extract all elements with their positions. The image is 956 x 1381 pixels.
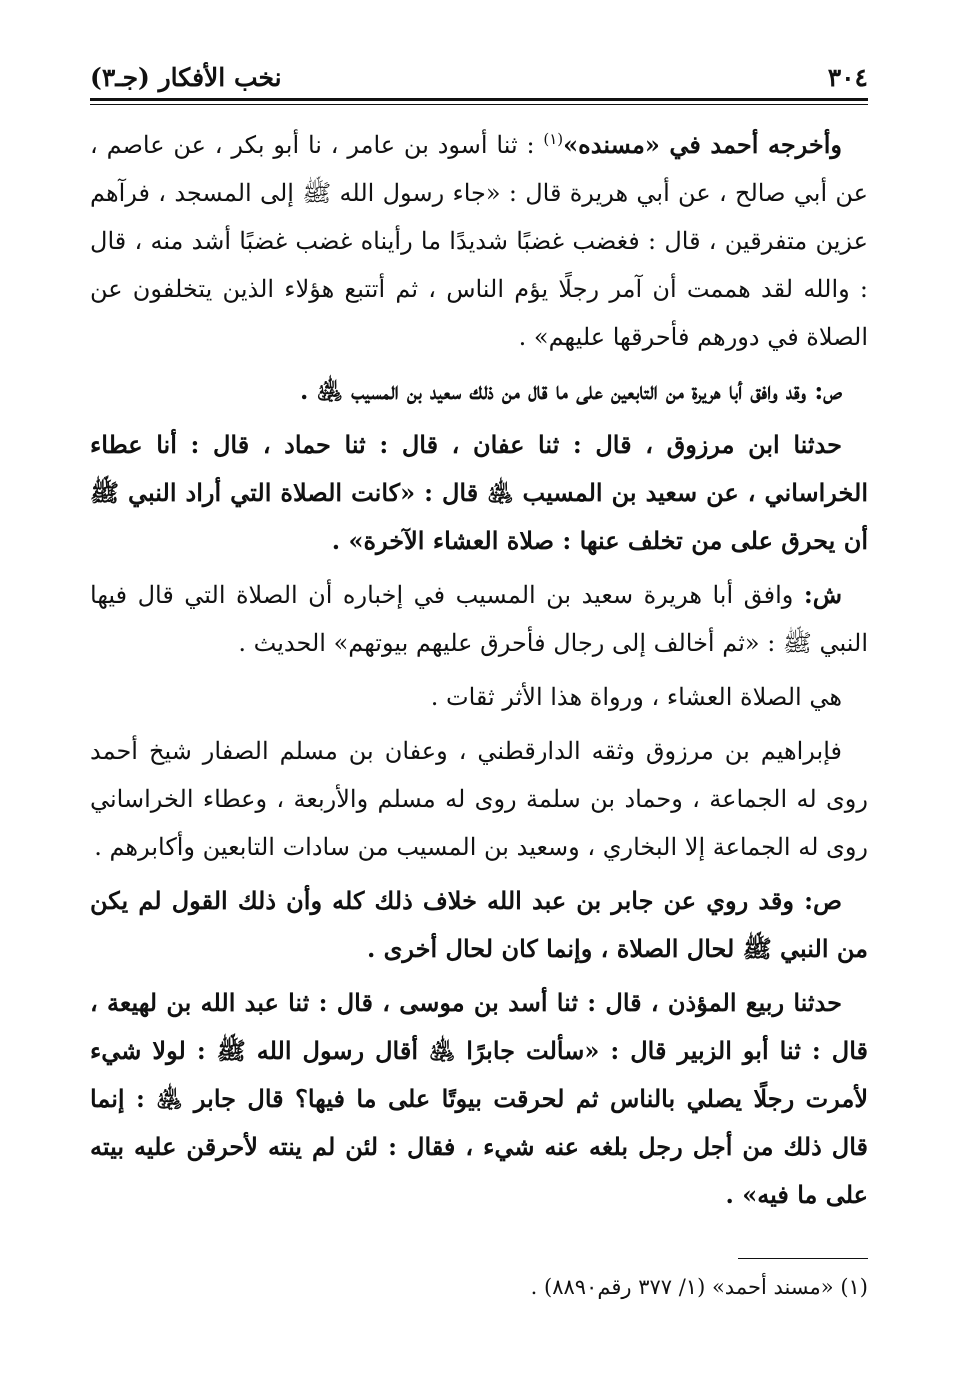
paragraph-text: هي الصلاة العشاء ، ورواة هذا الأثر ثقات . (430, 683, 842, 711)
paragraph-text: : ثنا أسود بن عامر ، نا أبو بكر ، عن عاصم ، عن أبي صالح ، عن أبي هريرة قال : «جاء رسول الله ﷺ إلى المسجد ، فرآهم عزين متفرقين ، قال : فغضب غضبًا شديدًا ما رأيناه غضب غضبًا أشد منه ، قال : والله لقد هممت أن آمر رجلًا يؤم الناس ، ثم أتتبع هؤلاء الذين يتخلفون عن الصلاة في دورهم فأحرقها عليهم» . (90, 131, 868, 351)
paragraph-text: وقد وافق أبا هريرة من التابعين على ما قال من ذلك سعيد بن المسيب ﵁ . (299, 376, 815, 405)
paragraph-text: فإبراهيم بن مرزوق وثقه الدارقطني ، وعفان بن مسلم الصفار شيخ أحمد روى له الجماعة ، وحماد بن سلمة روى له مسلم والأربعة ، وعطاء الخراساني روى له الجماعة إلا البخاري ، وسعيد بن المسيب من سادات التابعين وأكابرهم . (90, 737, 868, 861)
paragraph-hadith-rabi (90, 979, 868, 1219)
section-marker: ص: (814, 376, 842, 405)
footnote-reference: (١) (543, 130, 564, 148)
section-marker: ص: (804, 886, 842, 915)
paragraph-sad-1 (90, 367, 868, 415)
paragraph-narrators (90, 727, 868, 871)
paragraph-shin-1 (90, 571, 868, 667)
header-rule-thin (90, 104, 868, 105)
footnote-divider (738, 1258, 868, 1259)
paragraph-isha (90, 673, 868, 721)
book-title: نخب الأفكار (جـ٣) (90, 63, 282, 92)
paragraph-text: حدثنا ابن مرزوق ، قال : ثنا عفان ، قال : ثنا حماد ، قال : أنا عطاء الخراساني ، عن سعيد بن المسيب ﵁ قال : «كانت الصلاة التي أراد النبي ﷺ أن يحرق على من تخلف عنها : صلاة العشاء الآخرة» . (90, 430, 869, 555)
footnote: (١) «مسند أحمد» (١/ ٣٧٧ رقم٨٨٩٠) . (530, 1275, 868, 1299)
paragraph-sad-2 (90, 877, 868, 973)
page-header (90, 50, 868, 92)
paragraph-ahmad-narration (90, 121, 868, 361)
paragraph-text: حدثنا ربيع المؤذن ، قال : ثنا أسد بن موسى ، قال : ثنا عبد الله بن لهيعة ، قال : ثنا أبو الزبير قال : «سألت جابرًا ﵁ أقال رسول الله ﷺ : لولا شيء لأمرت رجلًا يصلي بالناس ثم لحرقت بيوتًا على ما فيها؟ قال جابر ﵁ : إنما قال ذلك من أجل رجل بلغه عنه شيء ، فقال : لئن لم ينته لأحرقن عليه بيته على ما فيه» . (90, 988, 868, 1209)
paragraph-text: وافق أبا هريرة سعيد بن المسيب في إخباره أن الصلاة التي قال فيها النبي ﷺ : «ثم أخالف إلى رجال فأحرق عليهم بيوتهم» الحديث . (90, 581, 868, 657)
section-marker: ش: (803, 580, 842, 609)
page-number: ٣٠٤ (827, 63, 868, 92)
paragraph-text: وقد روي عن جابر بن عبد الله خلاف ذلك كله وأن ذلك القول لم يكن من النبي ﷺ لحال الصلاة ، وإنما كان لحال أخرى . (90, 886, 868, 963)
header-rule (90, 98, 868, 101)
paragraph-lead: وأخرجه أحمد في «مسنده» (563, 130, 842, 159)
page-body (90, 121, 868, 1219)
paragraph-hadith-ibn-marzuq (90, 421, 868, 565)
